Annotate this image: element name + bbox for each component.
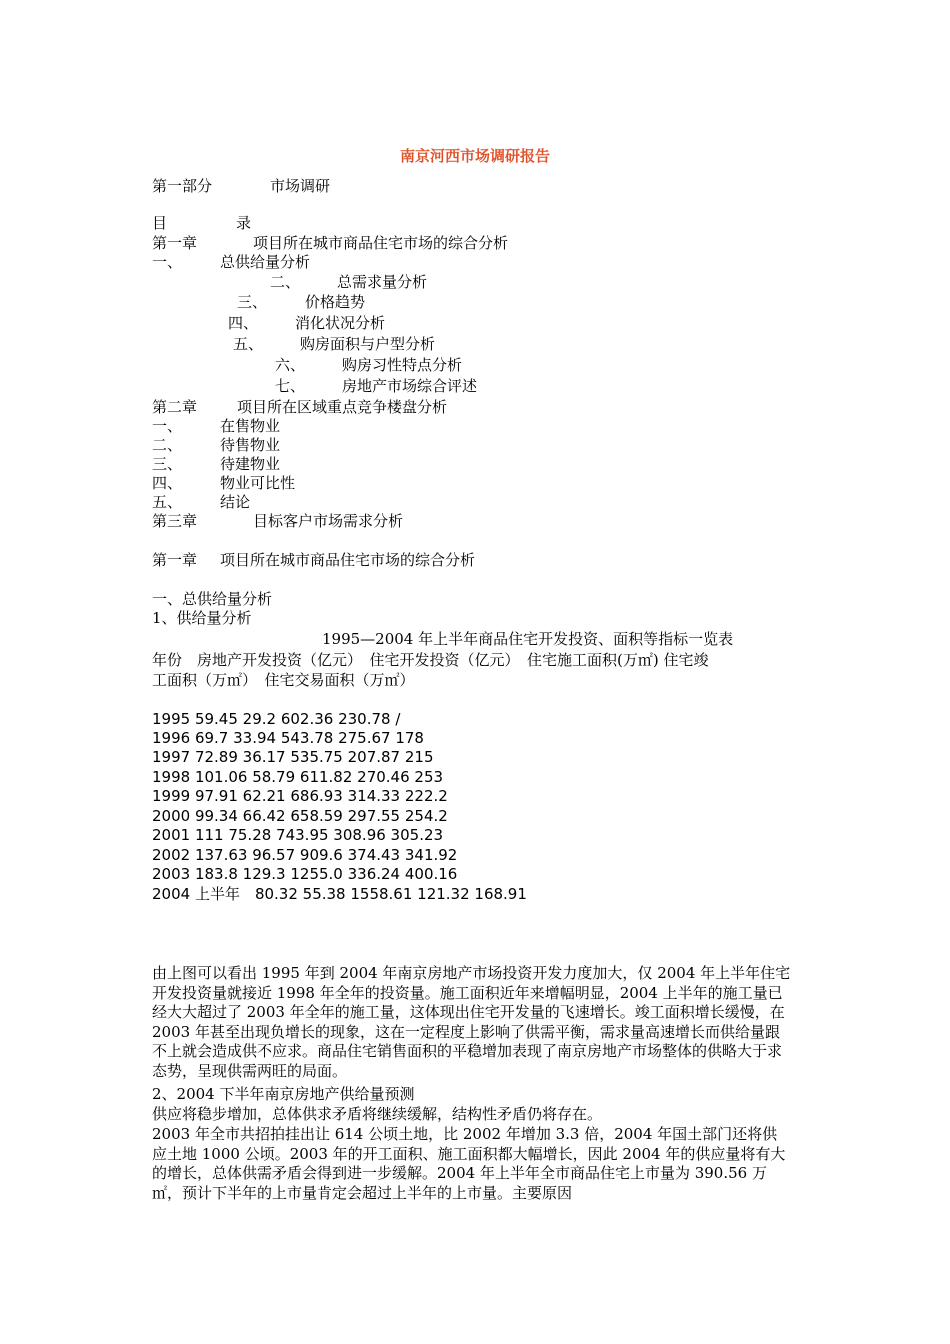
toc-heading-b: 录 (236, 214, 252, 232)
toc-ch2-num: 第二章 (152, 398, 198, 416)
toc-ch1-item-num: 三、 (237, 293, 268, 311)
forecast-intro: 供应将稳步增加，总体供求矛盾将继续缓解，结构性矛盾仍将存在。 (152, 1105, 603, 1123)
toc-ch1-item-num: 七、 (275, 377, 306, 395)
toc-ch1-item-text: 购房面积与户型分析 (300, 335, 436, 353)
toc-ch2-item-text: 物业可比性 (220, 474, 296, 492)
toc-ch2-item-num: 五、 (152, 493, 183, 511)
toc-ch2-title: 项目所在区域重点竞争楼盘分析 (237, 398, 448, 416)
table-caption: 1995—2004 年上半年商品住宅开发投资、面积等指标一览表 (322, 630, 734, 648)
table-row: 1999 97.91 62.21 686.93 314.33 222.2 (152, 787, 448, 805)
toc-ch3-title: 目标客户市场需求分析 (253, 512, 404, 530)
table-row: 2001 111 75.28 743.95 308.96 305.23 (152, 826, 444, 844)
toc-ch1-num: 第一章 (152, 234, 198, 252)
subsection-heading: 2、2004 下半年南京房地产供给量预测 (152, 1085, 415, 1103)
table-row: 2003 183.8 129.3 1255.0 336.24 400.16 (152, 865, 458, 883)
chapter1-num: 第一章 (152, 551, 198, 569)
section-heading: 一、总供给量分析 (152, 590, 273, 608)
table-row: 2004 上半年 80.32 55.38 1558.61 121.32 168.91 (152, 885, 527, 903)
table-row: 1995 59.45 29.2 602.36 230.78 / (152, 710, 401, 728)
table-row: 2002 137.63 96.57 909.6 374.43 341.92 (152, 846, 458, 864)
chapter1-title: 项目所在城市商品住宅市场的综合分析 (220, 551, 476, 569)
toc-ch1-item-num: 一、 (152, 253, 183, 271)
forecast-text: 2003 年全市共招拍挂出让 614 公顷土地，比 2002 年增加 3.3 倍，2004 年国土部门还将供应土地 1000 公顷。2003 年的开工面积、施工面积都大幅增长，因此 2004 年的供应量将有大的增长，总体供需矛盾会得到进一步缓解。2004 年上半年全市商品住宅上市量为 390.56 万㎡，预计下半年的上市量肯定会超过上半年的上市量。主要原因 (152, 1125, 786, 1202)
table-row: 1998 101.06 58.79 611.82 270.46 253 (152, 768, 444, 786)
toc-ch1-item-text: 房地产市场综合评述 (342, 377, 478, 395)
analysis-text: 由上图可以看出 1995 年到 2004 年南京房地产市场投资开发力度加大，仅 2004 年上半年住宅开发投资量就接近 1998 年全年的投资量。施工面积近年来增幅明显，2004 上半年的施工量已经大大超过了 2003 年全年的施工量，这体现出住宅开发量的飞速增长。竣工面积增长缓慢，在 2003 年甚至出现负增长的现象，这在一定程度上影响了供需平衡，需求量高速增长而供给量跟不上就会造成供不应求。商品住宅销售面积的平稳增加表现了南京房地产市场整体的供略大于求态势，呈现供需两旺的局面。 (152, 964, 791, 1080)
toc-ch1-item-num: 四、 (228, 314, 259, 332)
toc-ch1-item-num: 二、 (270, 273, 301, 291)
toc-ch2-item-num: 四、 (152, 474, 183, 492)
subsection-heading: 1、供给量分析 (152, 609, 252, 627)
toc-ch2-item-num: 三、 (152, 455, 183, 473)
toc-ch2-item-text: 待售物业 (220, 436, 281, 454)
table-row: 2000 99.34 66.42 658.59 297.55 254.2 (152, 807, 448, 825)
toc-ch1-item-text: 价格趋势 (305, 293, 366, 311)
toc-heading-a: 目 (152, 214, 168, 232)
toc-ch2-item-text: 待建物业 (220, 455, 281, 473)
toc-ch1-item-text: 购房习性特点分析 (342, 356, 463, 374)
toc-ch1-item-text: 总需求量分析 (337, 273, 428, 291)
forecast-paragraph (152, 1125, 792, 1203)
table-header-line: 工面积（万㎡） 住宅交易面积（万㎡） (152, 671, 415, 689)
toc-ch2-item-text: 在售物业 (220, 417, 281, 435)
toc-ch1-item-num: 五、 (233, 335, 264, 353)
toc-ch1-item-text: 消化状况分析 (295, 314, 386, 332)
toc-ch2-item-num: 二、 (152, 436, 183, 454)
toc-ch1-item-num: 六、 (275, 356, 306, 374)
toc-ch2-item-text: 结论 (220, 493, 251, 511)
table-row: 1997 72.89 36.17 535.75 207.87 215 (152, 748, 434, 766)
toc-ch3-num: 第三章 (152, 512, 198, 530)
toc-ch2-item-num: 一、 (152, 417, 183, 435)
toc-ch1-item-text: 总供给量分析 (220, 253, 311, 271)
report-title: 南京河西市场调研报告 (399, 147, 550, 165)
part-number: 第一部分 (152, 177, 213, 195)
toc-ch1-title: 项目所在城市商品住宅市场的综合分析 (253, 234, 509, 252)
part-name: 市场调研 (270, 177, 331, 195)
analysis-paragraph (152, 964, 792, 1082)
table-row: 1996 69.7 33.94 543.78 275.67 178 (152, 729, 424, 747)
table-header-line: 年份 房地产开发投资（亿元） 住宅开发投资（亿元） 住宅施工面积(万㎡) 住宅竣 (152, 651, 709, 669)
